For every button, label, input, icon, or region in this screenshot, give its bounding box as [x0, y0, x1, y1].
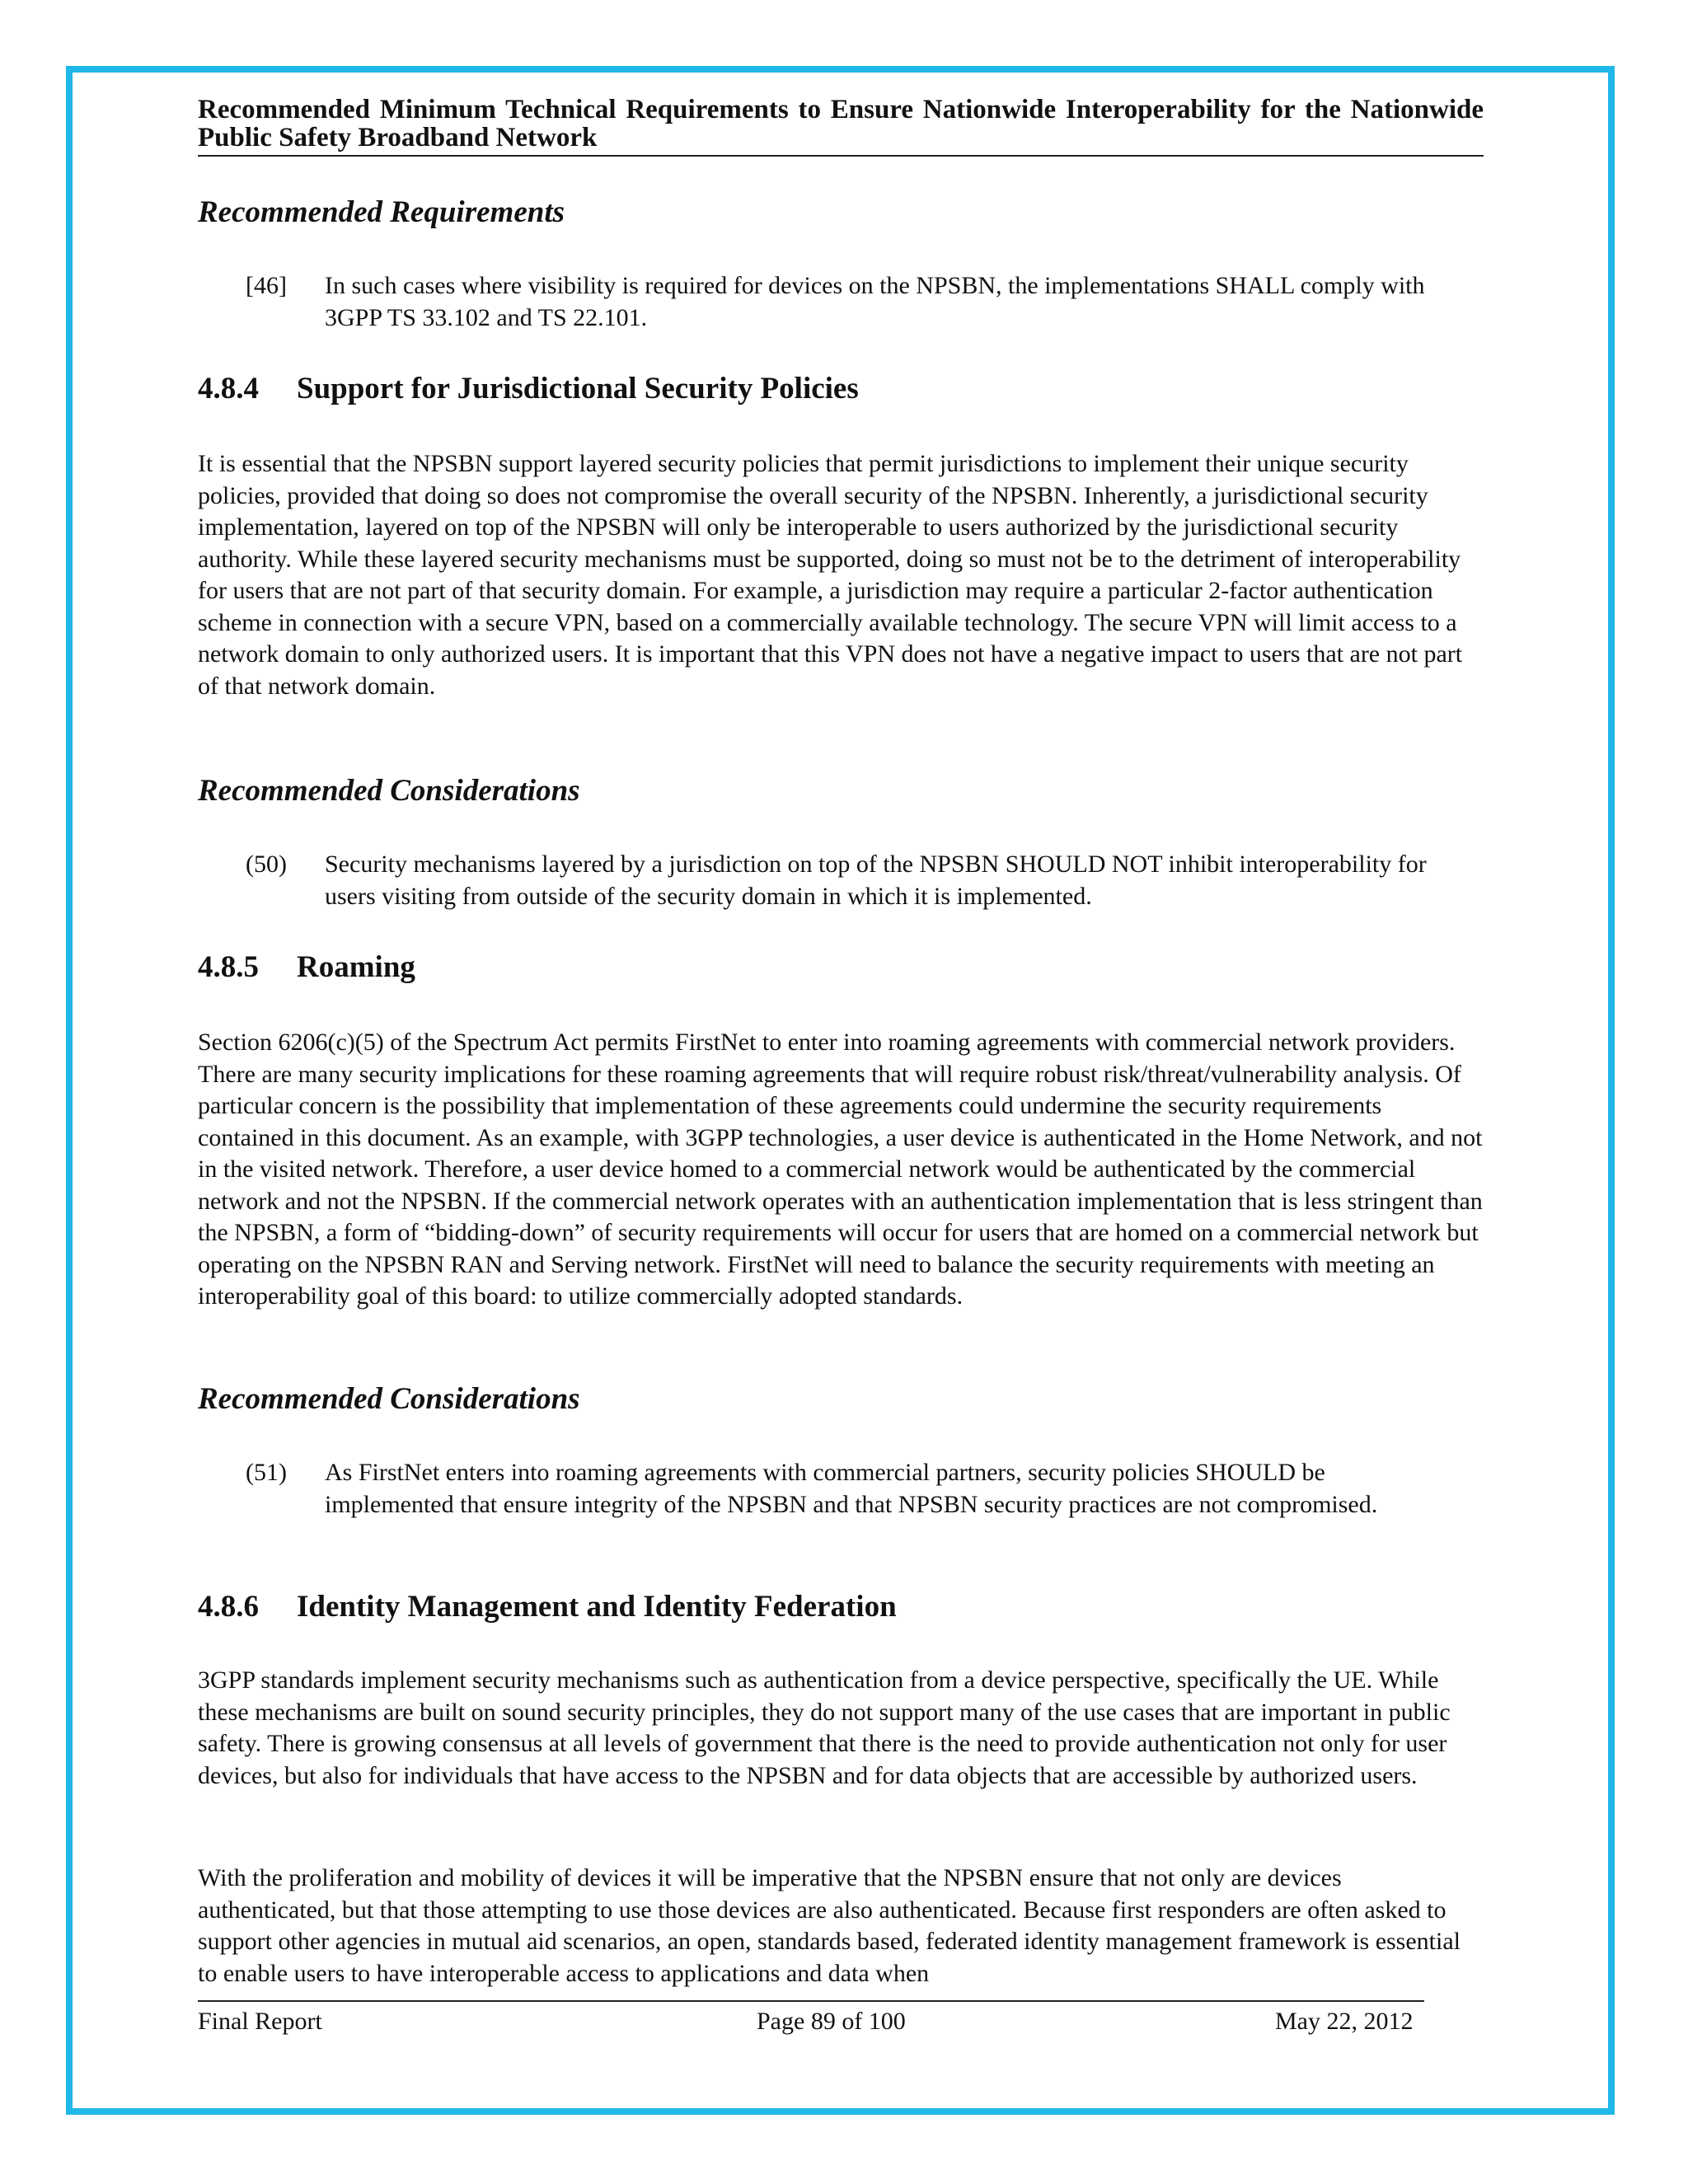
requirement-46 — [246, 270, 1449, 334]
section-title: Support for Jurisdictional Security Policies — [297, 372, 859, 405]
footer-rule — [198, 2000, 1424, 2002]
consideration-51 — [246, 1457, 1449, 1521]
section-4-8-6-body-2: With the proliferation and mobility of devices it will be imperative that the NPSBN ensure that not only are devices authenticated, but that those attempting to use those devices are also authenticated. Because first responders are often asked to support other agencies in mutual aid scenarios, an open, standards based, federated identity management framework is essential to enable users to have interoperable access to applications and data when — [198, 1864, 1461, 1987]
consideration-tag: (50) — [246, 851, 287, 878]
footer-left: Final Report — [198, 2008, 322, 2035]
requirement-text: In such cases where visibility is required for devices on the NPSBN, the implementations SHALL comply with 3GPP TS 33.102 and TS 22.101. — [325, 272, 1425, 331]
section-4-8-5-body: Section 6206(c)(5) of the Spectrum Act permits FirstNet to enter into roaming agreements with commercial network providers. There are many security implications for these roaming agreements that will require robust risk/threat/vulnerability analysis. Of particular concern is the possibility that implementation of these agreements could undermine the security requirements contained in this document. As an example, with 3GPP technologies, a user device is authenticated in the Home Network, and not in the visited network. Therefore, a user device homed to a commercial network would be authenticated by the commercial network and not the NPSBN. If the commercial network operates with an authentication implementation that is less stringent than the NPSBN, a form of “bidding-down” of security requirements will occur for users that are homed on a commercial network but operating on the NPSBN RAN and Serving network. FirstNet will need to balance the security requirements with meeting an interoperability goal of this board: to utilize commercially adopted standards. — [198, 1029, 1483, 1310]
footer-date: May 22, 2012 — [1275, 2008, 1414, 2035]
consideration-tag: (51) — [246, 1459, 287, 1486]
recommended-considerations-heading-2: Recommended Considerations — [198, 1382, 580, 1416]
section-title: Roaming — [297, 950, 415, 984]
running-header: Recommended Minimum Technical Requirements to Ensure Nationwide Interoperability for the Nationwide Public Safety Broadband Network — [198, 96, 1484, 157]
section-4-8-4-body: It is essential that the NPSBN support layered security policies that permit jurisdictions to implement their unique security policies, provided that doing so does not compromise the overall security of the NPSBN. Inherently, a jurisdictional security implementation, layered on top of the NPSBN will only be interoperable to users authorized by the jurisdictional security authority. While these layered security mechanisms must be supported, doing so must not be to the detriment of interoperability for users that are not part of that security domain. For example, a jurisdiction may require a particular 2-factor authentication scheme in connection with a secure VPN, based on a commercially available technology. The secure VPN will limit access to a network domain to only authorized users. It is important that this VPN does not have a negative impact to users that are not part of that network domain. — [198, 450, 1463, 700]
consideration-50 — [246, 849, 1449, 912]
section-number: 4.8.5 — [198, 950, 259, 984]
section-4-8-6-heading — [198, 1589, 897, 1624]
section-number: 4.8.6 — [198, 1590, 259, 1624]
recommended-considerations-heading-1: Recommended Considerations — [198, 774, 580, 808]
consideration-text: As FirstNet enters into roaming agreements with commercial partners, security policies SHOULD be implemented that ensure integrity of the NPSBN and that NPSBN security practices are not compromised. — [325, 1459, 1378, 1518]
section-title: Identity Management and Identity Federation — [297, 1590, 897, 1624]
section-4-8-4-heading — [198, 371, 859, 406]
footer-page-number: Page 89 of 100 — [757, 2008, 906, 2035]
recommended-requirements-heading: Recommended Requirements — [198, 195, 565, 229]
requirement-tag: [46] — [246, 272, 287, 299]
consideration-text: Security mechanisms layered by a jurisdiction on top of the NPSBN SHOULD NOT inhibit interoperability for users visiting from outside of the security domain in which it is implemented. — [325, 851, 1427, 910]
section-4-8-5-heading — [198, 949, 415, 985]
section-4-8-6-body-1: 3GPP standards implement security mechanisms such as authentication from a device perspective, specifically the UE. While these mechanisms are built on sound security principles, they do not support many of the use cases that are important in public safety. There is growing consensus at all levels of government that there is the need to provide authentication not only for user devices, but also for individuals that have access to the NPSBN and for data objects that are accessible by authorized users. — [198, 1666, 1451, 1789]
section-number: 4.8.4 — [198, 372, 259, 405]
